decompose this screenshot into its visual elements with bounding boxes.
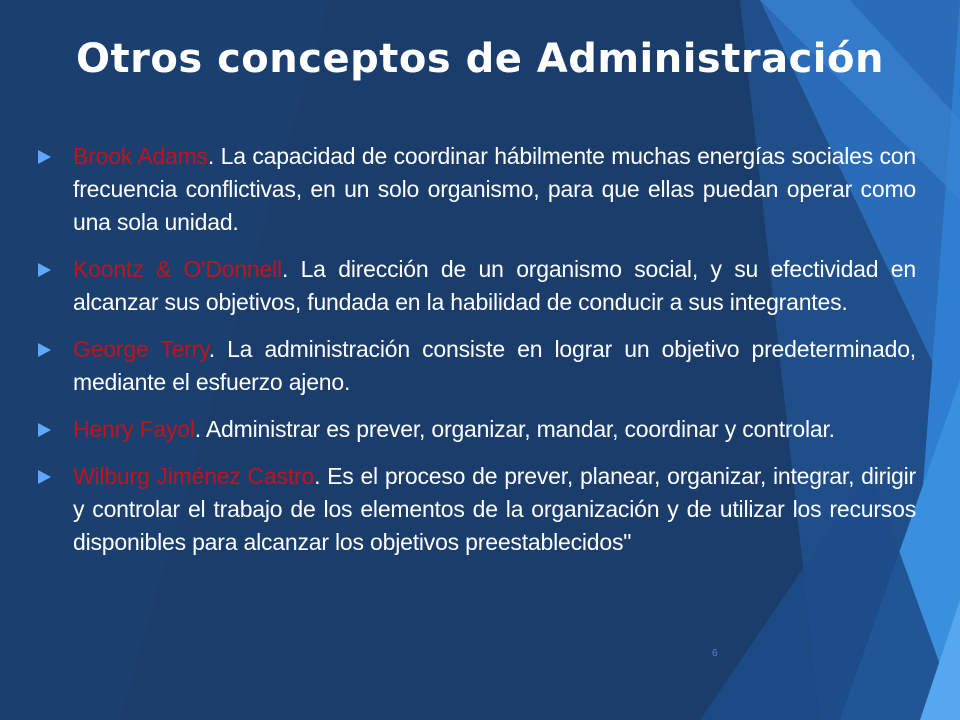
arrow-bullet-icon <box>38 263 51 277</box>
author-name: Koontz & O'Donnell <box>73 256 282 282</box>
definition-text: . La administración consiste en lograr un objetivo predeterminado, mediante el esfuerzo ajeno. <box>73 336 916 395</box>
list-item <box>36 460 916 559</box>
definition-text: . La capacidad de coordinar hábilmente muchas energías sociales con frecuencia conflictivas, en un solo organismo, para que ellas puedan operar como una sola unidad. <box>73 143 916 235</box>
arrow-bullet-icon <box>38 150 51 164</box>
author-name: Wilburg Jiménez Castro <box>73 463 315 489</box>
list-item <box>36 413 916 446</box>
arrow-bullet-icon <box>38 343 51 357</box>
list-item <box>36 140 916 239</box>
author-name: Brook Adams <box>73 143 208 169</box>
author-name: George Terry <box>73 336 209 362</box>
definition-text: . Es el proceso de prever, planear, organizar, integrar, dirigir y controlar el trabajo de los elementos de la organización y de utilizar los recursos disponibles para alcanzar los objetivos preestablecidos" <box>73 463 916 555</box>
concept-list <box>36 140 916 573</box>
author-name: Henry Fayol <box>73 416 195 442</box>
slide-title: Otros conceptos de Administración <box>76 36 884 82</box>
list-item <box>36 253 916 319</box>
definition-text: . La dirección de un organismo social, y su efectividad en alcanzar sus objetivos, fundada en la habilidad de conducir a sus integrantes. <box>73 256 916 315</box>
definition-text: . Administrar es prever, organizar, mandar, coordinar y controlar. <box>194 416 835 442</box>
arrow-bullet-icon <box>38 470 51 484</box>
page-number: 6 <box>712 648 718 659</box>
arrow-bullet-icon <box>38 423 51 437</box>
list-item <box>36 333 916 399</box>
